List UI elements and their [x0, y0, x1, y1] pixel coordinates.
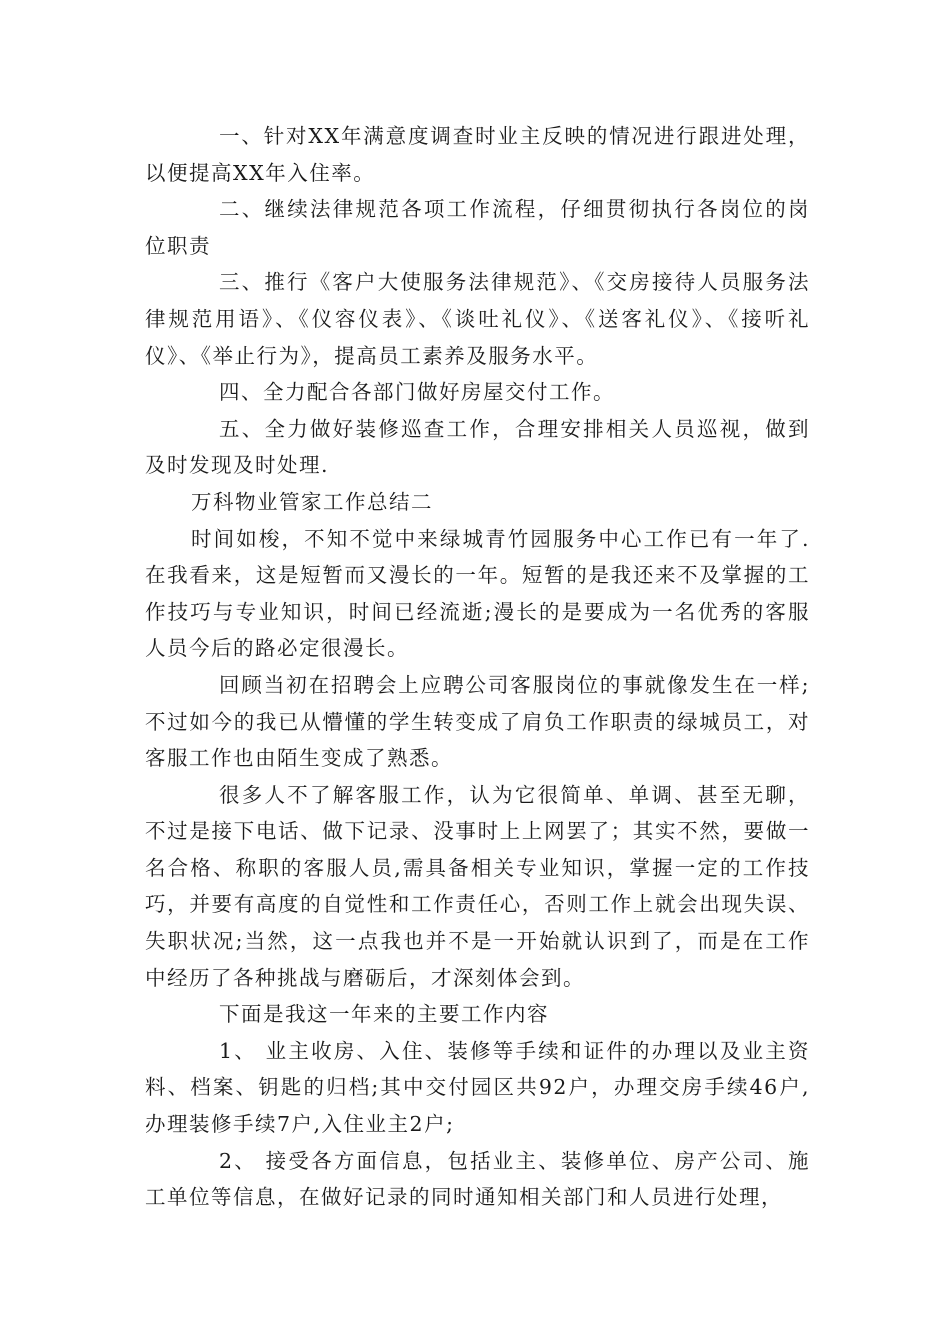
paragraph-6: 时间如梭，不知不觉中来绿城青竹园服务中心工作已有一年了.在我看来，这是短暂而又漫长的一年。短暂的是我还来不及掌握的工作技巧与专业知识，时间已经流逝;漫长的是要成为一名优秀的客服人员今后的路必定很漫长。: [145, 526, 810, 661]
paragraph-4: 四、全力配合各部门做好房屋交付工作。: [219, 380, 615, 405]
paragraph-2: 二、继续法律规范各项工作流程，仔细贯彻执行各岗位的岗位职责: [145, 197, 810, 258]
paragraph-3: 三、推行《客户大使服务法律规范》、《交房接待人员服务法律规范用语》、《仪容仪表》、《谈吐礼仪》、《送客礼仪》、《接听礼仪》、《举止行为》，提高员工素养及服务水平。: [145, 270, 810, 368]
list-item-2: 2、 接受各方面信息，包括业主、装修单位、房产公司、施工单位等信息，在做好记录的同时通知相关部门和人员进行处理，: [145, 1148, 810, 1210]
list-item-1: 1、 业主收房、入住、装修等手续和证件的办理以及业主资料、档案、钥匙的归档;其中交付园区共92户，办理交房手续46户,办理装修手续7户,入住业主2户;: [145, 1038, 810, 1137]
paragraph-8: 很多人不了解客服工作，认为它很简单、单调、甚至无聊，不过是接下电话、做下记录、没事时上上网罢了；其实不然，要做一名合格、称职的客服人员,需具备相关专业知识，掌握一定的工作技巧，并要有高度的自觉性和工作责任心，否则工作上就会出现失误、失职状况;当然，这一点我也并不是一开始就认识到了，而是在工作中经历了各种挑战与磨砺后，才深刻体会到。: [145, 782, 810, 990]
paragraph-5: 五、全力做好装修巡查工作，合理安排相关人员巡视，做到及时发现及时处理.: [145, 416, 810, 478]
paragraph-1: 一、针对XX年满意度调查时业主反映的情况进行跟进处理，以便提高XX年入住率。: [145, 124, 810, 185]
document-body: [145, 118, 810, 1216]
section-heading: 万科物业管家工作总结二: [191, 489, 433, 514]
paragraph-9: 下面是我这一年来的主要工作内容: [219, 1002, 549, 1027]
paragraph-7: 回顾当初在招聘会上应聘公司客服岗位的事就像发生在一样;不过如今的我已从懵懂的学生转变成了肩负工作职责的绿城员工，对客服工作也由陌生变成了熟悉。: [145, 672, 810, 771]
